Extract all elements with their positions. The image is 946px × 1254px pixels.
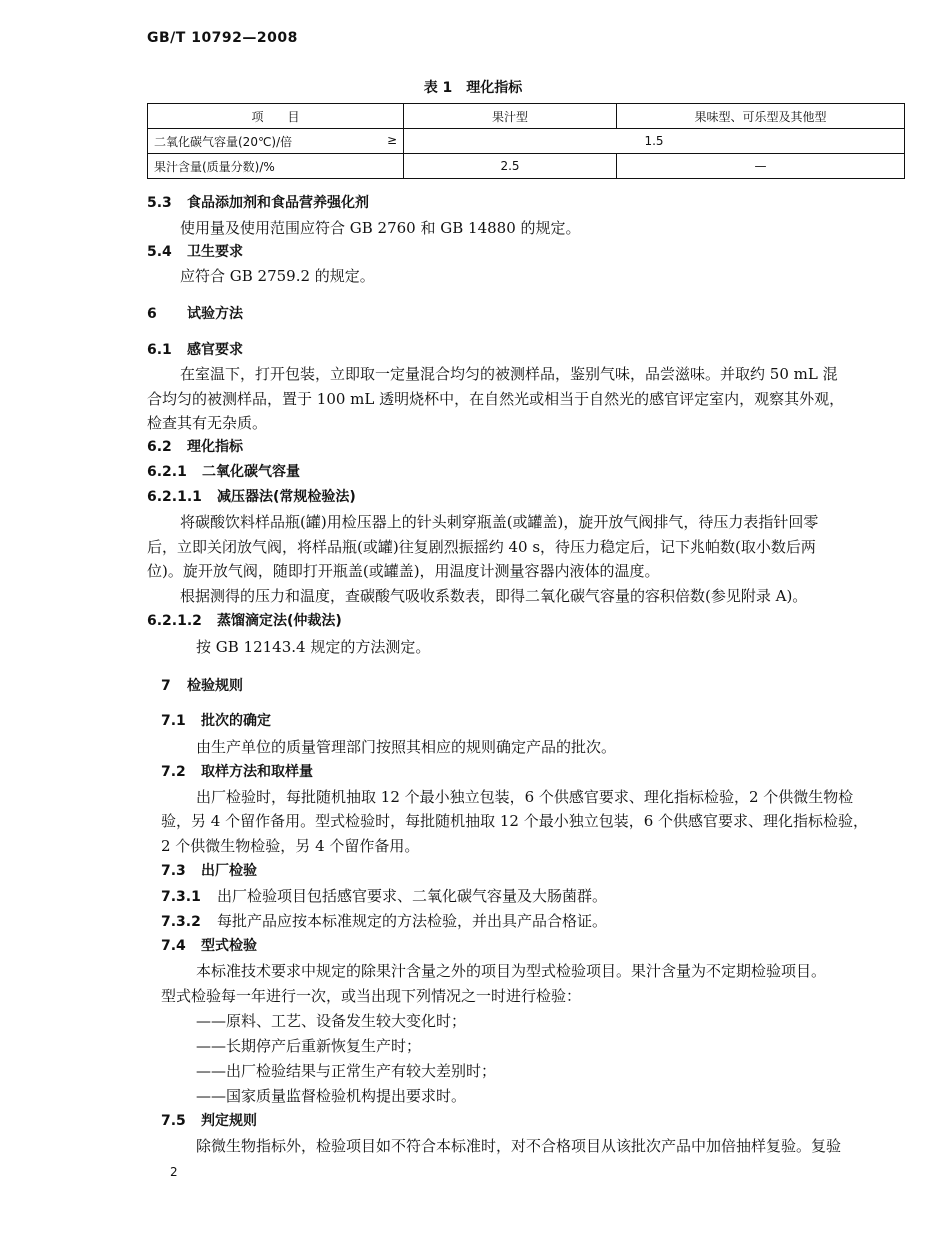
section-number: 7.4 [161,938,186,954]
table-cell-other: — [617,154,905,179]
paragraph-line: 本标准技术要求中规定的除果汁含量之外的项目为型式检验项目。果汁含量为不定期检验项目。 [196,962,827,980]
paragraph-line: 检查其有无杂质。 [147,414,268,432]
paragraph-line: 位)。旋开放气阀，随即打开瓶盖(或罐盖)，用温度计测量容器内液体的温度。 [147,562,660,580]
section-heading-5-4 [147,242,243,262]
table-header-row [148,104,905,129]
section-title: 蒸馏滴定法(仲裁法) [217,613,342,629]
table-row [148,129,905,154]
section-heading-7-1 [161,711,271,731]
section-title: 取样方法和取样量 [201,764,313,780]
section-number: 5.4 [147,244,172,260]
table-cell-operator: ≥ [386,132,397,147]
section-title: 判定规则 [201,1113,257,1129]
section-title: 卫生要求 [187,244,243,260]
section-title: 型式检验 [201,938,257,954]
paragraph-line: 验，另 4 个留作备用。型式检验时，每批随机抽取 12 个最小独立包装，6 个供感官要求、理化指标检验， [161,812,869,830]
list-item: ——国家质量监督检验机构提出要求时。 [196,1087,467,1105]
section-number: 7.1 [161,713,186,729]
table-cell-item-label: 二氧化碳气容量(20℃)/倍 [154,134,293,149]
section-title: 感官要求 [187,342,243,358]
section-title: 批次的确定 [201,713,271,729]
clause-text: 每批产品应按本标准规定的方法检验，并出具产品合格证。 [217,912,608,930]
paragraph-line: 合均匀的被测样品，置于 100 mL 透明烧杯中，在自然光或相当于自然光的感官评定室内，观察其外观， [147,390,845,408]
section-number: 7.3.1 [161,889,201,905]
section-number: 6.1 [147,342,172,358]
section-title: 检验规则 [187,678,243,694]
section-number: 7 [161,678,171,694]
section-title: 二氧化碳气容量 [202,464,300,480]
section-number: 7.3.2 [161,914,201,930]
table-cell-item: 果汁含量(质量分数)/% [148,154,404,179]
table1-caption: 表 1 理化指标 [423,80,523,96]
section-number: 6.2 [147,439,172,455]
paragraph-line: 应符合 GB 2759.2 的规定。 [180,267,375,285]
table-cell-juice: 2.5 [404,154,617,179]
list-item: ——长期停产后重新恢复生产时； [196,1037,422,1055]
table-header-juice: 果汁型 [404,104,617,129]
paragraph-line: 根据测得的压力和温度，查碳酸气吸收系数表，即得二氧化碳气容量的容积倍数(参见附录 A)。 [180,587,808,605]
paragraph-line: 将碳酸饮料样品瓶(罐)用检压器上的针头刺穿瓶盖(或罐盖)，旋开放气阀排气，待压力表指针回零 [180,513,819,531]
standard-number-header: GB/T 10792—2008 [147,30,298,46]
table-cell-merged-value: 1.5 [404,129,905,154]
paragraph-line: 出厂检验时，每批随机抽取 12 个最小独立包装，6 个供感官要求、理化指标检验，2 个供微生物检 [196,788,854,806]
section-title: 食品添加剂和食品营养强化剂 [187,195,369,211]
section-heading-6-2-1-1 [147,487,356,507]
section-number: 7.3 [161,863,186,879]
paragraph-line: 由生产单位的质量管理部门按照其相应的规则确定产品的批次。 [196,738,617,756]
table-row [148,154,905,179]
section-heading-5-3 [147,193,369,213]
paragraph-line: 除微生物指标外，检验项目如不符合本标准时，对不合格项目从该批次产品中加倍抽样复验。复验 [196,1137,842,1155]
clause-7-3-2 [161,911,607,932]
section-number: 7.2 [161,764,186,780]
page-number: 2 [170,1165,178,1179]
section-number: 6.2.1.1 [147,489,202,505]
section-number: 5.3 [147,195,172,211]
section-heading-7-3 [161,861,257,881]
table-header-item: 项 目 [148,104,404,129]
section-heading-6-2-1 [147,462,300,482]
paragraph-line: 按 GB 12143.4 规定的方法测定。 [196,638,431,656]
section-title: 出厂检验 [201,863,257,879]
section-title: 减压器法(常规检验法) [217,489,356,505]
section-heading-6-1 [147,340,243,360]
list-item: ——原料、工艺、设备发生较大变化时； [196,1012,467,1030]
section-heading-6-2-1-2 [147,611,342,631]
section-title: 理化指标 [187,439,243,455]
section-heading-6-2 [147,437,243,457]
clause-text: 出厂检验项目包括感官要求、二氧化碳气容量及大肠菌群。 [217,887,608,905]
section-title: 试验方法 [187,306,243,322]
paragraph-line: 使用量及使用范围应符合 GB 2760 和 GB 14880 的规定。 [180,219,581,237]
paragraph-line: 在室温下，打开包装，立即取一定量混合均匀的被测样品，鉴别气味，品尝滋味。并取约 50 mL 混 [180,365,838,383]
section-heading-7 [161,676,243,696]
section-heading-7-4 [161,936,257,956]
list-item: ——出厂检验结果与正常生产有较大差别时； [196,1062,497,1080]
clause-7-3-1 [161,886,607,907]
paragraph-line: 2 个供微生物检验，另 4 个留作备用。 [161,837,420,855]
section-heading-7-5 [161,1111,257,1131]
section-number: 6 [147,306,157,322]
section-number: 6.2.1.2 [147,613,202,629]
section-number: 7.5 [161,1113,186,1129]
section-heading-6 [147,304,243,324]
paragraph-line: 型式检验每一年进行一次，或当出现下列情况之一时进行检验： [161,987,582,1005]
section-number: 6.2.1 [147,464,187,480]
paragraph-line: 后，立即关闭放气阀，将样品瓶(或罐)往复剧烈振摇约 40 s，待压力稳定后，记下兆帕数(取小数后两 [147,538,816,556]
table-header-other: 果味型、可乐型及其他型 [617,104,905,129]
table1 [147,103,905,179]
table-cell-item [148,129,404,154]
section-heading-7-2 [161,762,313,782]
